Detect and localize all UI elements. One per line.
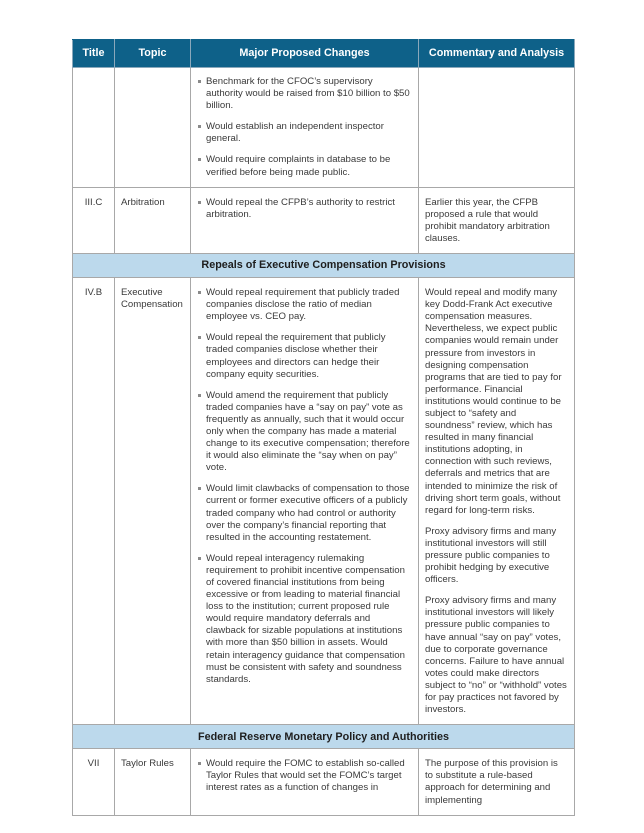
section-heading: Repeals of Executive Compensation Provisions [73,254,575,278]
change-item: Would establish an independent inspector general. [197,121,412,145]
table-row [73,68,575,188]
row-topic: Arbitration [115,187,191,253]
row-commentary [419,749,575,815]
row-commentary [419,68,575,188]
change-item: Would repeal interagency rulemaking requirement to prohibit incentive compensation of covered financial institutions from being excessive or from leading to material financial loss to the institution; current proposed rule would require mandatory deferrals and clawback for sizable populations at institutions with more than $50 billion in assets. Would retain interagency guidance that compensation must be consistent with safety and soundness standards. [197,553,412,686]
proposed-changes-table [72,39,575,816]
row-commentary [419,278,575,725]
row-changes [191,749,419,815]
commentary-paragraph: The purpose of this provision is to substitute a rule-based approach for determining and implementing [425,758,558,806]
document-page [72,39,574,816]
change-item: Would limit clawbacks of compensation to those current or former executive officers of a publicly traded company who had control or authority over the company’s financial reporting that resulted in the accounting restatement. [197,483,412,543]
row-topic: Executive Compensation [115,278,191,725]
row-changes [191,68,419,188]
row-title [73,68,115,188]
row-changes [191,278,419,725]
commentary-paragraph: Proxy advisory firms and many institutional investors will likely pressure public companies to have annual “say on pay” votes, due to corporate governance concerns. Failure to have annual votes could make directors subject to “no” or “withhold” votes for pay practices not favored by investors. [425,595,567,716]
change-item: Would repeal the requirement that publicly traded companies disclose whether their employees and directors can hedge their company equity securities. [197,332,412,380]
change-item: Would repeal the CFPB’s authority to restrict arbitration. [197,197,412,221]
row-commentary [419,187,575,253]
header-topic: Topic [115,40,191,68]
changes-list [197,76,412,179]
row-topic [115,68,191,188]
table-row [73,278,575,725]
changes-list [197,287,412,686]
row-changes [191,187,419,253]
row-title: III.C [73,187,115,253]
table-header-row [73,40,575,68]
table-row [73,187,575,253]
row-topic: Taylor Rules [115,749,191,815]
changes-list [197,758,412,794]
change-item: Would repeal requirement that publicly traded companies disclose the ratio of median employee vs. CEO pay. [197,287,412,323]
commentary-paragraph: Earlier this year, the CFPB proposed a rule that would prohibit mandatory arbitration clauses. [425,196,550,244]
section-row [73,725,575,749]
commentary-paragraph: Proxy advisory firms and many institutional investors will still pressure public companies to prohibit hedging by executive officers. [425,525,557,586]
section-heading: Federal Reserve Monetary Policy and Authorities [73,725,575,749]
table-row [73,749,575,815]
header-commentary-and-analysis: Commentary and Analysis [419,40,575,68]
change-item: Would require the FOMC to establish so-called Taylor Rules that would set the FOMC’s target interest rates as a function of changes in [197,758,412,794]
change-item: Would require complaints in database to be verified before being made public. [197,154,412,178]
row-title: IV.B [73,278,115,725]
section-row [73,254,575,278]
row-title: VII [73,749,115,815]
changes-list [197,197,412,221]
change-item: Benchmark for the CFOC’s supervisory authority would be raised from $10 billion to $50 billion. [197,76,412,112]
header-major-proposed-changes: Major Proposed Changes [191,40,419,68]
header-title: Title [73,40,115,68]
change-item: Would amend the requirement that publicly traded companies have a “say on pay” vote as frequently as annually, such that it would occur only when the company has made a material change to its executive compensation; therefore it would also eliminate the “say when on pay” vote. [197,390,412,475]
commentary-paragraph: Would repeal and modify many key Dodd-Frank Act executive compensation measures. Nevertheless, we expect public companies would remain under pressure from investors in designing compensation programs that are tied to pay for performance. Financial institutions would continue to be subject to “safety and soundness” review, which has resulted in many financial institutions adopting, in connection with such reviews, deferrals and metrics that are intended to minimize the risk of driving short term goals, without regard for long-term risks. [425,287,562,516]
